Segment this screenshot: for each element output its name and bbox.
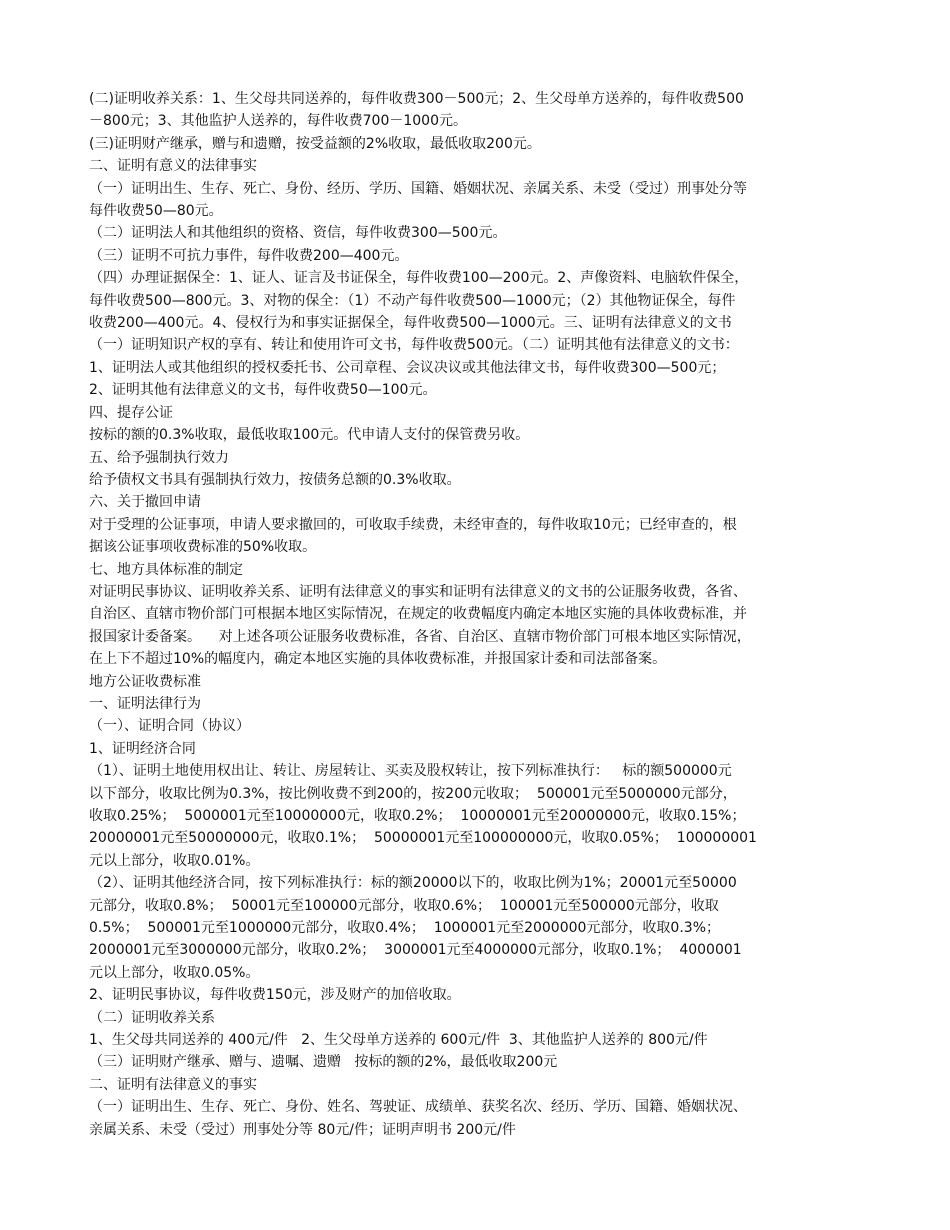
document-line: 亲属关系、未受（受过）刑事处分等 80元/件；证明声明书 200元/件: [89, 1121, 516, 1138]
document-body: [89, 88, 864, 1141]
document-line: （一）证明知识产权的享有、转让和使用许可文书，每件收费500元。（二）证明其他有法律意义的文书：: [89, 337, 739, 354]
document-line: (二)证明收养关系：1、生父母共同送养的，每件收费300－500元；2、生父母单方送养的，每件收费500: [89, 91, 744, 107]
document-line: 2、证明其他有法律意义的文书，每件收费50—100元。: [89, 382, 437, 399]
document-line: （2）、证明其他经济合同，按下列标准执行：标的额20000以下的，收取比例为1%；20001元至50000: [89, 875, 737, 892]
document-line: 六、关于撤回申请: [89, 494, 201, 511]
document-line: 元部分，收取0.8%； 50001元至100000元部分，收取0.6%； 100001元至500000元部分，收取: [89, 897, 719, 914]
document-line: 报国家计委备案。 对上述各项公证服务收费标准，各省、自治区、直辖市物价部门可根本地区实际情况，: [89, 628, 751, 645]
document-line: （一）证明出生、生存、死亡、身份、经历、学历、国籍、婚姻状况、亲属关系、未受（受过）刑事处分等: [89, 180, 747, 197]
document-line: 1、证明法人或其他组织的授权委托书、公司章程、会议决议或其他法律文书，每件收费300—500元；: [89, 359, 726, 376]
document-line: 按标的额的0.3%收取，最低收取100元。代申请人支付的保管费另收。: [89, 427, 530, 444]
document-line: 四、提存公证: [89, 404, 173, 421]
document-line: 收取0.25%； 5000001元至10000000元，收取0.2%； 10000001元至20000000元，收取0.15%；: [89, 808, 746, 824]
document-line: 20000001元至50000000元，收取0.1%； 50000001元至100000000元，收取0.05%； 100000001: [89, 830, 757, 847]
document-line: 收费200—400元。4、侵权行为和事实证据保全，每件收费500—1000元。三、证明有法律意义的文书: [89, 315, 732, 332]
document-line: 元以上部分，收取0.05%。: [89, 964, 260, 981]
document-line: 五、给予强制执行效力: [89, 449, 229, 466]
document-line: 自治区、直辖市物价部门可根据本地区实际情况，在规定的收费幅度内确定本地区实施的具体收费标准，并: [89, 606, 747, 623]
document-line: （三）证明财产继承、赠与、遗嘱、遗赠 按标的额的2%，最低收取200元: [89, 1054, 558, 1071]
document-line: 对于受理的公证事项，申请人要求撤回的，可收取手续费，未经审查的，每件收取10元；已经审查的，根: [89, 516, 737, 533]
document-line: 1、证明经济合同: [89, 740, 196, 757]
document-line: 0.5%； 500001元至1000000元部分，收取0.4%； 1000001元至2000000元部分，收取0.3%；: [89, 920, 720, 937]
document-line: （二）证明收养关系: [89, 1009, 215, 1026]
document-line: （二）证明法人和其他组织的资格、资信，每件收费300—500元。: [89, 225, 507, 242]
document-line: 元以上部分，收取0.01%。: [89, 852, 260, 869]
document-line: 每件收费50—80元。: [89, 203, 223, 220]
document-line: （一）证明出生、生存、死亡、身份、姓名、驾驶证、成绩单、获奖名次、经历、学历、国籍、婚姻状况、: [89, 1099, 747, 1116]
document-line: （三）证明不可抗力事件，每件收费200—400元。: [89, 247, 409, 264]
document-line: （1）、证明土地使用权出让、转让、房屋转让、买卖及股权转让，按下列标准执行： 标的额500000元: [89, 763, 732, 780]
document-line: 地方公证收费标准: [89, 673, 201, 690]
document-line: (三)证明财产继承，赠与和遗赠，按受益额的2%收取，最低收取200元。: [89, 135, 541, 152]
document-line: 一、证明法律行为: [89, 695, 201, 712]
document-line: 以下部分，收取比例为0.3%，按比例收费不到200的，按200元收取； 500001元至5000000元部分，: [89, 785, 737, 802]
document-line: 在上下不超过10%的幅度内，确定本地区实施的具体收费标准，并报国家计委和司法部备案。: [89, 651, 667, 668]
document-line: 二、证明有意义的法律事实: [89, 158, 257, 175]
document-line: 2000001元至3000000元部分，收取0.2%； 3000001元至4000000元部分，收取0.1%； 4000001: [89, 942, 742, 959]
document-line: （四）办理证据保全：1、证人、证言及书证保全，每件收费100—200元。2、声像资料、电脑软件保全，: [89, 270, 749, 287]
document-line: 给予债权文书具有强制执行效力，按债务总额的0.3%收取。: [89, 471, 461, 488]
document-line: 二、证明有法律意义的事实: [89, 1076, 257, 1093]
document-line: 对证明民事协议、证明收养关系、证明有法律意义的事实和证明有法律意义的文书的公证服务收费，各省、: [89, 583, 747, 600]
document-line: （一）、证明合同（协议）: [89, 718, 250, 735]
document-line: 2、证明民事协议，每件收费150元，涉及财产的加倍收取。: [89, 987, 461, 1004]
document-line: 每件收费500—800元。3、对物的保全：（1）不动产每件收费500—1000元；（2）其他物证保全，每件: [89, 292, 736, 309]
document-line: 据该公证事项收费标准的50%收取。: [89, 539, 317, 556]
document-line: 1、生父母共同送养的 400元/件 2、生父母单方送养的 600元/件 3、其他监护人送养的 800元/件: [89, 1032, 708, 1049]
document-line: －800元；3、其他监护人送养的，每件收费700－1000元。: [89, 113, 467, 130]
document-line: 七、地方具体标准的制定: [89, 561, 243, 578]
